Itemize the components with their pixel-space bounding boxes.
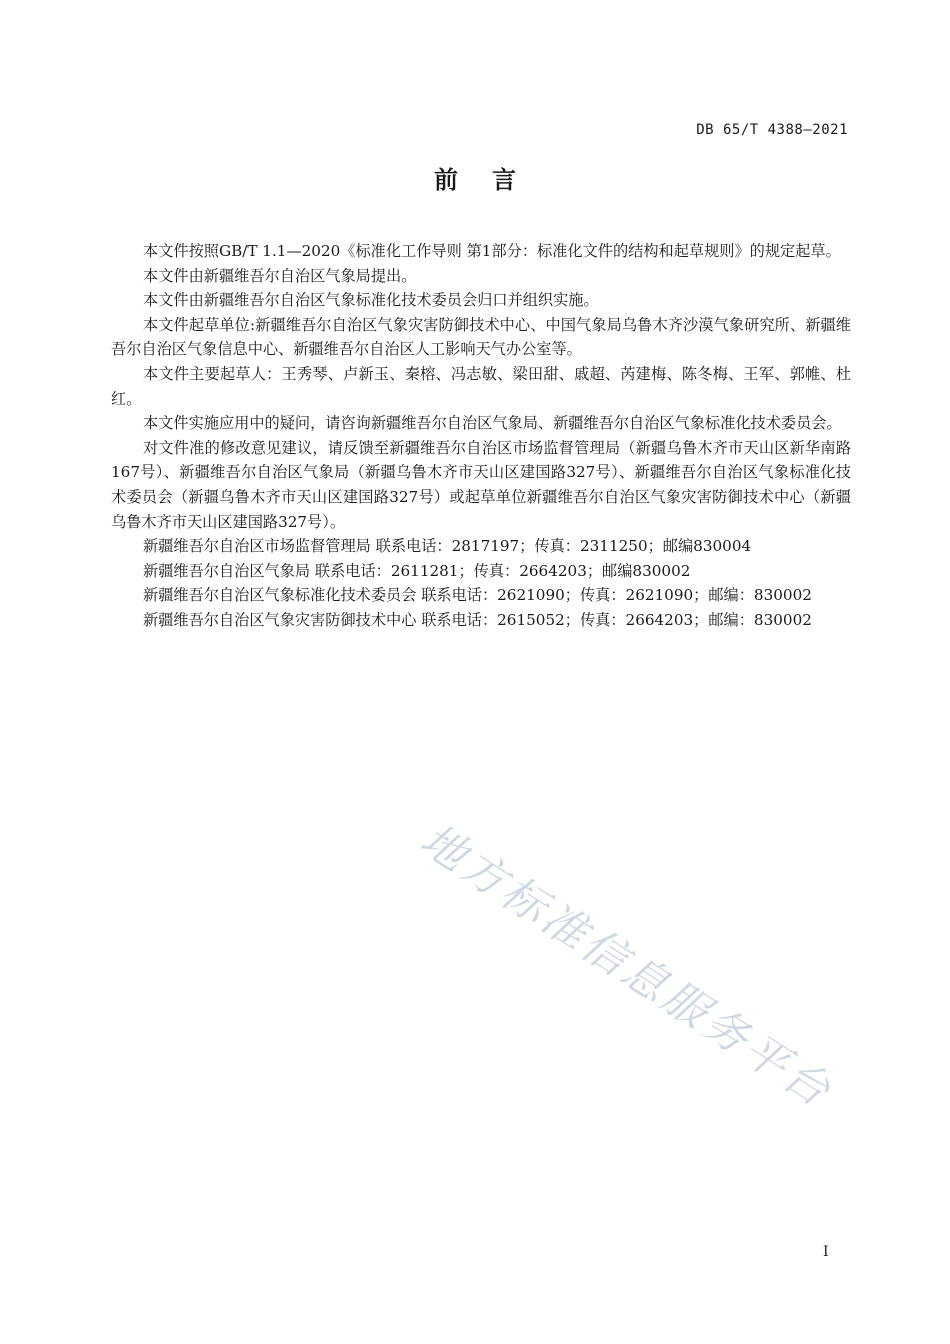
contact-line: 新疆维吾尔自治区气象灾害防御技术中心 联系电话：2615052；传真：2664203；邮编：830002 bbox=[143, 610, 812, 629]
paragraph: 对文件准的修改意见建议，请反馈至新疆维吾尔自治区市场监督管理局（新疆乌鲁木齐市天山区新华南路167号）、新疆维吾尔自治区气象局（新疆乌鲁木齐市天山区建国路327号）、新疆维吾尔自治区气象标准化技术委员会（新疆乌鲁木齐市天山区建国路327号）或起草单位新疆维吾尔自治区气象灾害防御技术中心（新疆乌鲁木齐市天山区建国路327号）。 bbox=[111, 438, 851, 531]
watermark: 地方标准信息服务平台 bbox=[411, 814, 842, 1119]
paragraph: 本文件按照GB/T 1.1—2020《标准化工作导则 第1部分：标准化文件的结构和起草规则》的规定起草。 bbox=[143, 242, 841, 260]
standard-code: DB 65/T 4388—2021 bbox=[696, 122, 848, 138]
contact-line: 新疆维吾尔自治区市场监督管理局 联系电话：2817197；传真：2311250；邮编830004 bbox=[143, 537, 752, 556]
paragraph: 本文件起草单位:新疆维吾尔自治区气象灾害防御技术中心、中国气象局乌鲁木齐沙漠气象研究所、新疆维吾尔自治区气象信息中心、新疆维吾尔自治区人工影响天气办公室等。 bbox=[111, 315, 851, 359]
paragraph: 本文件由新疆维吾尔自治区气象标准化技术委员会归口并组织实施。 bbox=[143, 291, 599, 310]
paragraph: 本文件由新疆维吾尔自治区气象局提出。 bbox=[143, 266, 417, 285]
contact-line: 新疆维吾尔自治区气象标准化技术委员会 联系电话：2621090；传真：2621090；邮编：830002 bbox=[143, 586, 812, 605]
contact-line: 新疆维吾尔自治区气象局 联系电话：2611281；传真：2664203；邮编830002 bbox=[143, 561, 691, 580]
page-number: I bbox=[823, 1244, 829, 1260]
paragraph: 本文件主要起草人：王秀琴、卢新玉、秦榕、冯志敏、梁田甜、戚超、芮建梅、陈冬梅、王军、郭帷、杜红。 bbox=[111, 364, 851, 408]
page-title: 前言 bbox=[434, 166, 550, 194]
paragraph: 本文件实施应用中的疑问，请咨询新疆维吾尔自治区气象局、新疆维吾尔自治区气象标准化技术委员会。 bbox=[143, 414, 842, 433]
document-body bbox=[111, 239, 851, 633]
